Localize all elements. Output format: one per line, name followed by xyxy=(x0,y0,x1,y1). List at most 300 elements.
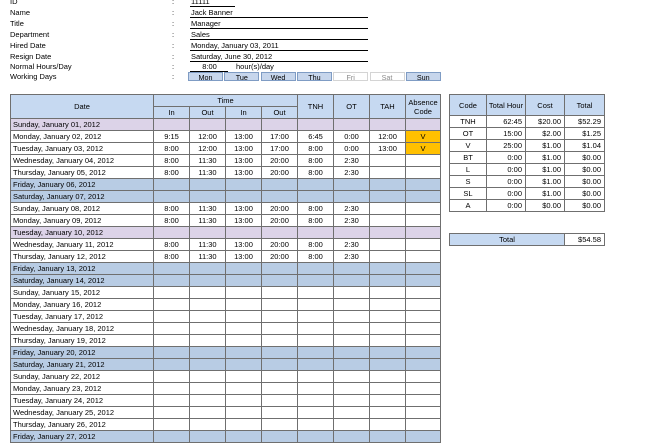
time-out-2[interactable] xyxy=(262,179,298,191)
time-in-2[interactable] xyxy=(226,347,262,359)
table-row xyxy=(11,167,441,179)
time-in-1[interactable] xyxy=(154,275,190,287)
time-out-1[interactable]: 11:30 xyxy=(190,203,226,215)
department-value[interactable]: Sales xyxy=(190,30,368,40)
tah-cell[interactable] xyxy=(370,275,406,287)
tnh-cell[interactable] xyxy=(298,275,334,287)
normal-hours-value[interactable]: 8:00 xyxy=(190,62,228,72)
tnh-cell[interactable] xyxy=(298,431,334,443)
tnh-cell[interactable]: 6:45 xyxy=(298,131,334,143)
tnh-cell[interactable] xyxy=(298,347,334,359)
tah-cell[interactable] xyxy=(370,359,406,371)
ot-cell[interactable]: 2:30 xyxy=(334,239,370,251)
tah-cell[interactable] xyxy=(370,395,406,407)
time-out-2[interactable] xyxy=(262,227,298,239)
ot-cell[interactable]: 2:30 xyxy=(334,215,370,227)
time-out-1[interactable]: 11:30 xyxy=(190,239,226,251)
absence-code-cell[interactable] xyxy=(406,263,441,275)
time-out-1[interactable] xyxy=(190,311,226,323)
summary-row xyxy=(450,152,605,164)
tnh-cell[interactable] xyxy=(298,191,334,203)
table-row xyxy=(11,239,441,251)
absence-code-cell[interactable] xyxy=(406,323,441,335)
tnh-cell[interactable] xyxy=(298,335,334,347)
ot-cell[interactable] xyxy=(334,407,370,419)
date-cell: Thursday, January 26, 2012 xyxy=(11,419,154,431)
date-cell: Wednesday, January 04, 2012 xyxy=(11,155,154,167)
absence-code-cell[interactable] xyxy=(406,179,441,191)
ot-cell[interactable]: 2:30 xyxy=(334,203,370,215)
time-out-1[interactable]: 11:30 xyxy=(190,155,226,167)
total-cell: $0.00 xyxy=(565,188,605,200)
time-in-1[interactable] xyxy=(154,419,190,431)
ot-cell[interactable] xyxy=(334,227,370,239)
time-in-1[interactable] xyxy=(154,287,190,299)
tnh-cell[interactable] xyxy=(298,419,334,431)
time-in-1[interactable] xyxy=(154,371,190,383)
info-row-title xyxy=(10,19,370,29)
tah-cell[interactable]: 13:00 xyxy=(370,143,406,155)
hired-date-label: Hired Date xyxy=(10,41,46,50)
time-in-2[interactable] xyxy=(226,335,262,347)
time-out-2[interactable] xyxy=(262,191,298,203)
time-in-1[interactable] xyxy=(154,119,190,131)
time-out-1[interactable] xyxy=(190,191,226,203)
absence-code-cell[interactable] xyxy=(406,383,441,395)
table-row xyxy=(11,143,441,155)
id-value[interactable]: 11111 xyxy=(190,0,235,7)
ot-cell[interactable]: 0:00 xyxy=(334,131,370,143)
time-out-1[interactable]: 11:30 xyxy=(190,167,226,179)
ot-cell[interactable] xyxy=(334,359,370,371)
time-in-2[interactable] xyxy=(226,323,262,335)
time-in-2[interactable] xyxy=(226,191,262,203)
absence-code-cell[interactable] xyxy=(406,191,441,203)
cost-cell[interactable]: $1.00 xyxy=(526,152,565,164)
ot-cell[interactable] xyxy=(334,347,370,359)
total-hour-cell: 25:00 xyxy=(487,140,526,152)
time-in-1[interactable]: 8:00 xyxy=(154,239,190,251)
time-out-1[interactable] xyxy=(190,383,226,395)
time-in-2[interactable] xyxy=(226,371,262,383)
colon: : xyxy=(172,30,175,39)
date-cell: Saturday, January 14, 2012 xyxy=(11,275,154,287)
time-out-2[interactable] xyxy=(262,335,298,347)
tnh-cell[interactable]: 8:00 xyxy=(298,203,334,215)
table-row xyxy=(11,263,441,275)
name-value[interactable]: Jack Banner xyxy=(190,8,368,18)
time-in-2[interactable]: 13:00 xyxy=(226,203,262,215)
time-out-2[interactable] xyxy=(262,431,298,443)
tnh-header: TNH xyxy=(298,95,334,119)
time-in-1[interactable] xyxy=(154,335,190,347)
date-cell: Friday, January 27, 2012 xyxy=(11,431,154,443)
time-in-2[interactable]: 13:00 xyxy=(226,143,262,155)
time-in-2[interactable]: 13:00 xyxy=(226,251,262,263)
tah-cell[interactable]: 12:00 xyxy=(370,131,406,143)
absence-code-cell[interactable] xyxy=(406,227,441,239)
tah-cell[interactable] xyxy=(370,227,406,239)
table-row xyxy=(11,323,441,335)
tah-cell[interactable] xyxy=(370,155,406,167)
time-out-2[interactable] xyxy=(262,347,298,359)
tah-cell[interactable] xyxy=(370,299,406,311)
ot-cell[interactable] xyxy=(334,119,370,131)
time-out-2[interactable]: 20:00 xyxy=(262,251,298,263)
time-out-2[interactable] xyxy=(262,371,298,383)
time-in-2[interactable] xyxy=(226,299,262,311)
table-row xyxy=(11,419,441,431)
absence-code-cell[interactable] xyxy=(406,119,441,131)
time-out-2[interactable] xyxy=(262,359,298,371)
ot-cell[interactable] xyxy=(334,287,370,299)
date-cell: Monday, January 16, 2012 xyxy=(11,299,154,311)
date-cell: Thursday, January 12, 2012 xyxy=(11,251,154,263)
time-out-2[interactable]: 20:00 xyxy=(262,155,298,167)
ot-cell[interactable] xyxy=(334,335,370,347)
code-cell: OT xyxy=(450,128,487,140)
ot-cell[interactable] xyxy=(334,323,370,335)
timesheet-body xyxy=(11,119,441,443)
time-in-2[interactable] xyxy=(226,287,262,299)
cost-cell[interactable]: $0.00 xyxy=(526,200,565,212)
total-hour-cell: 15:00 xyxy=(487,128,526,140)
time-in-2[interactable] xyxy=(226,383,262,395)
date-header: Date xyxy=(11,95,154,119)
tnh-cell[interactable] xyxy=(298,179,334,191)
code-cell: A xyxy=(450,200,487,212)
colon: : xyxy=(172,8,175,17)
time-out-2[interactable] xyxy=(262,419,298,431)
absence-code-cell[interactable] xyxy=(406,311,441,323)
working-day-fri[interactable]: Fri xyxy=(333,72,368,81)
time-out-1[interactable] xyxy=(190,335,226,347)
time-out-1[interactable]: 12:00 xyxy=(190,131,226,143)
absence-code-cell[interactable] xyxy=(406,335,441,347)
table-row xyxy=(11,383,441,395)
colon: : xyxy=(172,19,175,28)
ot-cell[interactable] xyxy=(334,263,370,275)
time-in-2[interactable] xyxy=(226,227,262,239)
time-out-1[interactable] xyxy=(190,359,226,371)
time-in-2[interactable] xyxy=(226,311,262,323)
time-out-2[interactable]: 17:00 xyxy=(262,143,298,155)
table-row xyxy=(11,407,441,419)
time-in-1[interactable]: 8:00 xyxy=(154,203,190,215)
time-in-2[interactable] xyxy=(226,419,262,431)
tah-cell[interactable] xyxy=(370,311,406,323)
tnh-cell[interactable] xyxy=(298,227,334,239)
time-out-2[interactable]: 20:00 xyxy=(262,239,298,251)
tah-cell[interactable] xyxy=(370,215,406,227)
time-out-2[interactable] xyxy=(262,407,298,419)
tah-cell[interactable] xyxy=(370,383,406,395)
summary-row xyxy=(450,176,605,188)
time-out-1[interactable]: 12:00 xyxy=(190,143,226,155)
tnh-cell[interactable]: 8:00 xyxy=(298,155,334,167)
tah-cell[interactable] xyxy=(370,323,406,335)
tah-cell[interactable] xyxy=(370,179,406,191)
absence-code-cell[interactable] xyxy=(406,299,441,311)
absence-code-cell[interactable] xyxy=(406,431,441,443)
time-in-1[interactable]: 8:00 xyxy=(154,167,190,179)
time-out-1[interactable] xyxy=(190,299,226,311)
working-day-tue[interactable]: Tue xyxy=(224,72,259,81)
cost-cell[interactable]: $1.00 xyxy=(526,164,565,176)
time-out-2[interactable] xyxy=(262,287,298,299)
time-in-2[interactable] xyxy=(226,407,262,419)
absence-code-cell[interactable] xyxy=(406,419,441,431)
total-cell: $0.00 xyxy=(565,176,605,188)
time-in-1[interactable] xyxy=(154,179,190,191)
time-out-1[interactable] xyxy=(190,263,226,275)
absence-code-cell[interactable] xyxy=(406,167,441,179)
working-day-thu[interactable]: Thu xyxy=(297,72,332,81)
time-out-1[interactable] xyxy=(190,407,226,419)
tnh-cell[interactable]: 8:00 xyxy=(298,251,334,263)
absence-code-cell[interactable] xyxy=(406,359,441,371)
absence-code-cell[interactable] xyxy=(406,155,441,167)
date-cell: Sunday, January 22, 2012 xyxy=(11,371,154,383)
time-in-1[interactable] xyxy=(154,323,190,335)
working-days-label: Working Days xyxy=(10,72,57,81)
ot-cell[interactable]: 2:30 xyxy=(334,251,370,263)
tnh-cell[interactable] xyxy=(298,359,334,371)
tah-cell[interactable] xyxy=(370,167,406,179)
summary-row xyxy=(450,188,605,200)
time-in-1[interactable] xyxy=(154,383,190,395)
time-out-1[interactable]: 11:30 xyxy=(190,251,226,263)
date-cell: Monday, January 23, 2012 xyxy=(11,383,154,395)
time-out-1[interactable] xyxy=(190,371,226,383)
time-in-1[interactable] xyxy=(154,359,190,371)
date-cell: Friday, January 13, 2012 xyxy=(11,263,154,275)
working-day-sun[interactable]: Sun xyxy=(406,72,441,81)
tah-cell[interactable] xyxy=(370,251,406,263)
total-cell: $52.29 xyxy=(565,116,605,128)
tnh-cell[interactable] xyxy=(298,119,334,131)
tnh-cell[interactable] xyxy=(298,299,334,311)
table-row xyxy=(11,311,441,323)
absence-code-cell[interactable] xyxy=(406,347,441,359)
colon: : xyxy=(172,72,175,81)
ot-cell[interactable] xyxy=(334,431,370,443)
cost-cell[interactable]: $1.00 xyxy=(526,140,565,152)
title-value[interactable]: Manager xyxy=(190,19,368,29)
time-out-1[interactable] xyxy=(190,275,226,287)
time-out-1[interactable] xyxy=(190,287,226,299)
cost-summary-table xyxy=(449,94,605,212)
time-out-1[interactable] xyxy=(190,431,226,443)
time-in-2[interactable] xyxy=(226,179,262,191)
date-cell: Thursday, January 05, 2012 xyxy=(11,167,154,179)
cost-cell[interactable]: $1.00 xyxy=(526,188,565,200)
time-out-2[interactable] xyxy=(262,299,298,311)
date-cell: Tuesday, January 03, 2012 xyxy=(11,143,154,155)
absence-code-cell[interactable]: V xyxy=(406,143,441,155)
department-label: Department xyxy=(10,30,50,39)
time-in-1[interactable] xyxy=(154,431,190,443)
absence-code-cell[interactable] xyxy=(406,215,441,227)
absence-code-cell[interactable] xyxy=(406,275,441,287)
table-row xyxy=(11,359,441,371)
ot-cell[interactable] xyxy=(334,395,370,407)
time-in-2[interactable] xyxy=(226,263,262,275)
absence-code-cell[interactable] xyxy=(406,239,441,251)
code-cell: L xyxy=(450,164,487,176)
working-day-sat[interactable]: Sat xyxy=(370,72,405,81)
ot-cell[interactable] xyxy=(334,311,370,323)
tnh-cell[interactable]: 8:00 xyxy=(298,167,334,179)
ot-cell[interactable] xyxy=(334,383,370,395)
total-hour-cell: 0:00 xyxy=(487,176,526,188)
tnh-cell[interactable] xyxy=(298,287,334,299)
ot-cell[interactable] xyxy=(334,299,370,311)
time-out-1[interactable] xyxy=(190,347,226,359)
ot-cell[interactable]: 0:00 xyxy=(334,143,370,155)
tnh-cell[interactable]: 8:00 xyxy=(298,239,334,251)
tnh-cell[interactable] xyxy=(298,407,334,419)
working-day-mon[interactable]: Mon xyxy=(188,72,223,81)
tah-cell[interactable] xyxy=(370,119,406,131)
tah-cell[interactable] xyxy=(370,419,406,431)
ot-cell[interactable] xyxy=(334,191,370,203)
absence-code-cell[interactable] xyxy=(406,251,441,263)
table-row xyxy=(11,335,441,347)
resign-date-value[interactable]: Saturday, June 30, 2012 xyxy=(190,52,368,62)
tnh-cell[interactable] xyxy=(298,383,334,395)
ot-cell[interactable] xyxy=(334,179,370,191)
time-in-2[interactable]: 13:00 xyxy=(226,155,262,167)
time-in-2[interactable]: 13:00 xyxy=(226,167,262,179)
cost-cell[interactable]: $2.00 xyxy=(526,128,565,140)
tah-cell[interactable] xyxy=(370,335,406,347)
time-out-2[interactable]: 20:00 xyxy=(262,167,298,179)
time-out-2[interactable] xyxy=(262,275,298,287)
absence-code-cell[interactable] xyxy=(406,287,441,299)
tnh-cell[interactable]: 8:00 xyxy=(298,143,334,155)
absence-code-cell[interactable] xyxy=(406,371,441,383)
time-in-1[interactable] xyxy=(154,299,190,311)
time-out-2[interactable] xyxy=(262,395,298,407)
time-in-2[interactable]: 13:00 xyxy=(226,215,262,227)
time-in-2[interactable]: 13:00 xyxy=(226,131,262,143)
time-out-1[interactable] xyxy=(190,419,226,431)
absence-code-cell[interactable] xyxy=(406,395,441,407)
time-out-1[interactable] xyxy=(190,179,226,191)
working-day-wed[interactable]: Wed xyxy=(261,72,296,81)
tah-cell[interactable] xyxy=(370,263,406,275)
table-row xyxy=(11,371,441,383)
absence-code-cell[interactable]: V xyxy=(406,131,441,143)
table-row xyxy=(11,215,441,227)
ot-cell[interactable]: 2:30 xyxy=(334,167,370,179)
time-out-1[interactable]: 11:30 xyxy=(190,215,226,227)
date-cell: Monday, January 09, 2012 xyxy=(11,215,154,227)
time-in-2[interactable]: 13:00 xyxy=(226,239,262,251)
time-in-2[interactable] xyxy=(226,359,262,371)
time-in-1[interactable] xyxy=(154,263,190,275)
time-in-1[interactable]: 8:00 xyxy=(154,215,190,227)
time-out-2[interactable] xyxy=(262,323,298,335)
tnh-cell[interactable] xyxy=(298,395,334,407)
time-in-1[interactable] xyxy=(154,407,190,419)
total-hour-cell: 0:00 xyxy=(487,188,526,200)
time-in-2[interactable] xyxy=(226,431,262,443)
hired-date-value[interactable]: Monday, January 03, 2011 xyxy=(190,41,368,51)
time-out-2[interactable] xyxy=(262,119,298,131)
tnh-cell[interactable] xyxy=(298,311,334,323)
ot-cell[interactable] xyxy=(334,419,370,431)
time-in-1[interactable]: 8:00 xyxy=(154,143,190,155)
tah-cell[interactable] xyxy=(370,203,406,215)
info-row-working-days xyxy=(10,72,175,82)
ot-cell[interactable] xyxy=(334,275,370,287)
absence-code-cell[interactable] xyxy=(406,407,441,419)
time-in-1[interactable]: 8:00 xyxy=(154,251,190,263)
time-in-1[interactable] xyxy=(154,191,190,203)
absence-code-cell[interactable] xyxy=(406,203,441,215)
tah-cell[interactable] xyxy=(370,407,406,419)
tah-cell[interactable] xyxy=(370,239,406,251)
tah-cell[interactable] xyxy=(370,287,406,299)
tnh-cell[interactable] xyxy=(298,323,334,335)
table-row xyxy=(11,287,441,299)
tah-cell[interactable] xyxy=(370,431,406,443)
time-out-1[interactable] xyxy=(190,227,226,239)
time-in-1[interactable] xyxy=(154,311,190,323)
time-in-1[interactable] xyxy=(154,395,190,407)
cost-cell[interactable]: $1.00 xyxy=(526,176,565,188)
tah-cell[interactable] xyxy=(370,191,406,203)
tnh-cell[interactable]: 8:00 xyxy=(298,215,334,227)
time-out-2[interactable] xyxy=(262,263,298,275)
tnh-cell[interactable] xyxy=(298,263,334,275)
tnh-cell[interactable] xyxy=(298,371,334,383)
tah-cell[interactable] xyxy=(370,371,406,383)
table-row xyxy=(11,251,441,263)
time-in-1[interactable] xyxy=(154,347,190,359)
cost-cell[interactable]: $20.00 xyxy=(526,116,565,128)
time-in-1[interactable] xyxy=(154,227,190,239)
time-out-1[interactable] xyxy=(190,119,226,131)
timesheet-table xyxy=(10,94,441,443)
time-out-1[interactable] xyxy=(190,395,226,407)
table-row xyxy=(11,431,441,443)
time-out-2[interactable] xyxy=(262,311,298,323)
time-in-2[interactable] xyxy=(226,275,262,287)
code-cell: V xyxy=(450,140,487,152)
time-in-2[interactable] xyxy=(226,395,262,407)
ot-cell[interactable] xyxy=(334,371,370,383)
time-in-1[interactable]: 8:00 xyxy=(154,155,190,167)
code-cell: SL xyxy=(450,188,487,200)
tah-cell[interactable] xyxy=(370,347,406,359)
total-cell: $0.00 xyxy=(565,152,605,164)
time-out-2[interactable]: 17:00 xyxy=(262,131,298,143)
total-cell: $1.04 xyxy=(565,140,605,152)
time-out-2[interactable]: 20:00 xyxy=(262,215,298,227)
time-out-2[interactable]: 20:00 xyxy=(262,203,298,215)
time-in-2[interactable] xyxy=(226,119,262,131)
table-row xyxy=(11,155,441,167)
id-label: ID xyxy=(10,0,18,6)
time-out-1[interactable] xyxy=(190,323,226,335)
date-cell: Sunday, January 01, 2012 xyxy=(11,119,154,131)
time-out-2[interactable] xyxy=(262,383,298,395)
time-in-1[interactable]: 9:15 xyxy=(154,131,190,143)
ot-cell[interactable]: 2:30 xyxy=(334,155,370,167)
